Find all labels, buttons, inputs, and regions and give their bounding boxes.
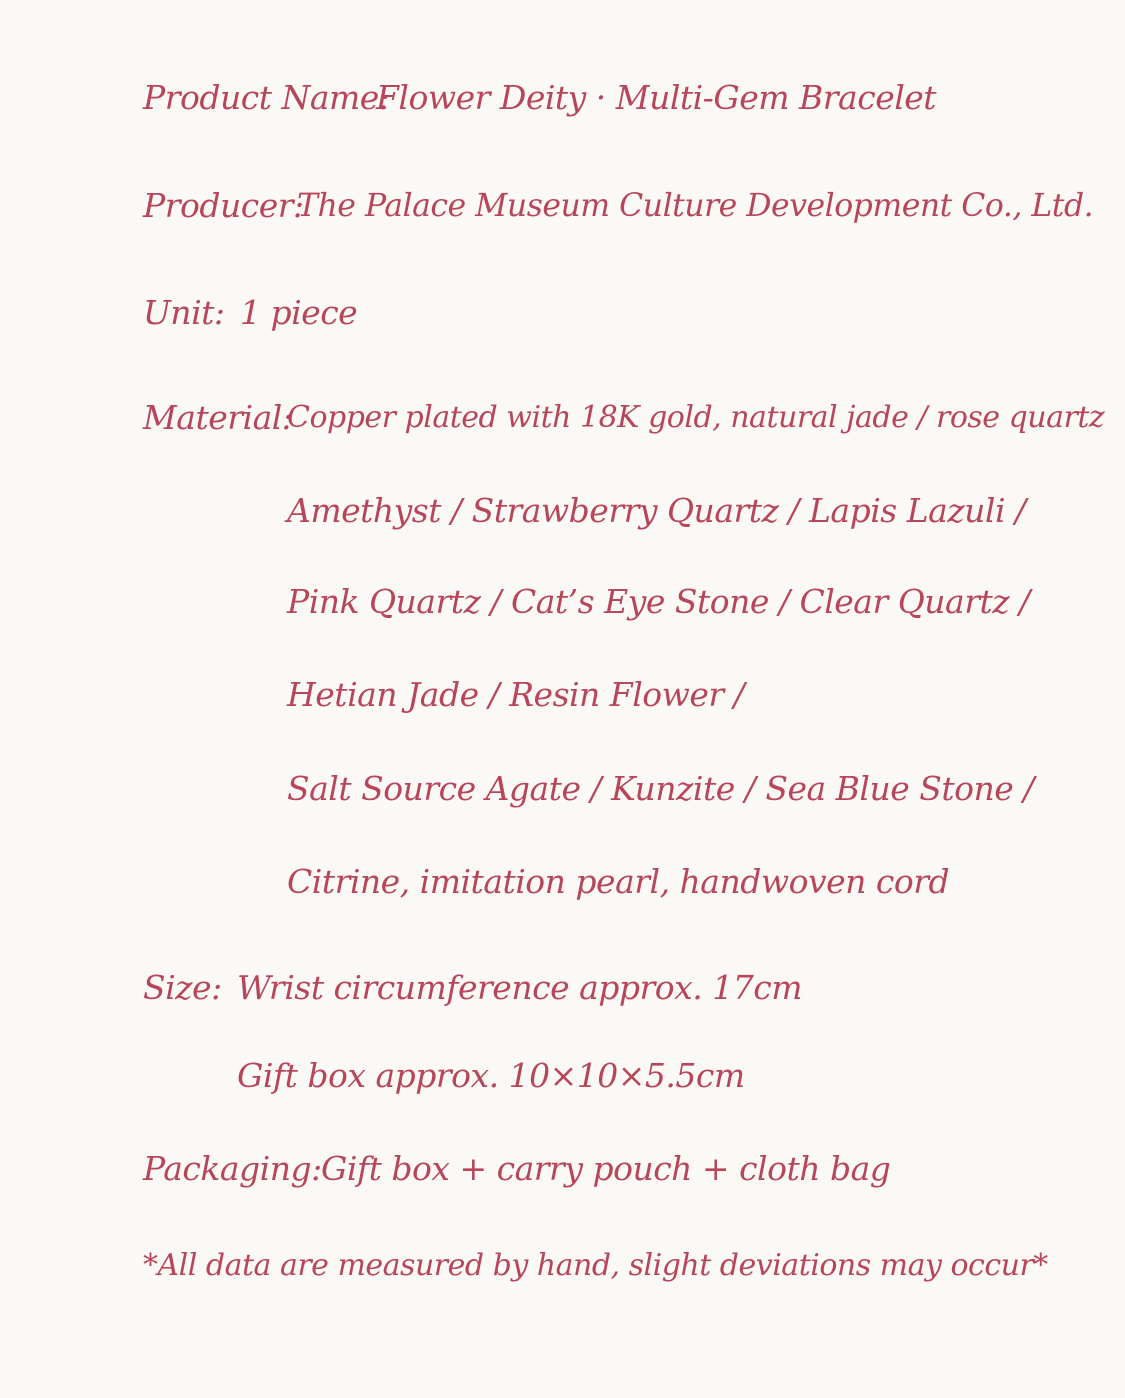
product-name-value: Flower Deity · Multi-Gem Bracelet (376, 78, 937, 117)
size-line-2: Gift box approx. 10×10×5.5cm (237, 1056, 745, 1095)
packaging-value: Gift box + carry pouch + cloth bag (321, 1149, 891, 1188)
size-line-1: Wrist circumference approx. 17cm (237, 968, 803, 1007)
unit-label: Unit: (143, 293, 225, 332)
material-line-3: Pink Quartz / Cat’s Eye Stone / Clear Quartz / (287, 582, 1030, 621)
size-label: Size: (143, 968, 222, 1007)
material-line-5: Salt Source Agate / Kunzite / Sea Blue Stone / (287, 769, 1034, 808)
material-line-4: Hetian Jade / Resin Flower / (287, 675, 745, 714)
disclaimer-text: *All data are measured by hand, slight deviations may occur* (143, 1248, 1048, 1283)
producer-label: Producer: (143, 186, 304, 225)
product-name-label: Product Name: (143, 78, 390, 117)
material-line-1: Copper plated with 18K gold, natural jade / rose quartz (287, 400, 1105, 435)
unit-value: 1 piece (240, 293, 358, 332)
producer-value: The Palace Museum Culture Development Co., Ltd. (297, 188, 1094, 224)
material-line-6: Citrine, imitation pearl, handwoven cord (287, 862, 950, 901)
packaging-label: Packaging: (143, 1149, 322, 1188)
material-label: Material: (143, 398, 293, 437)
material-line-2: Amethyst / Strawberry Quartz / Lapis Lazuli / (287, 491, 1026, 530)
